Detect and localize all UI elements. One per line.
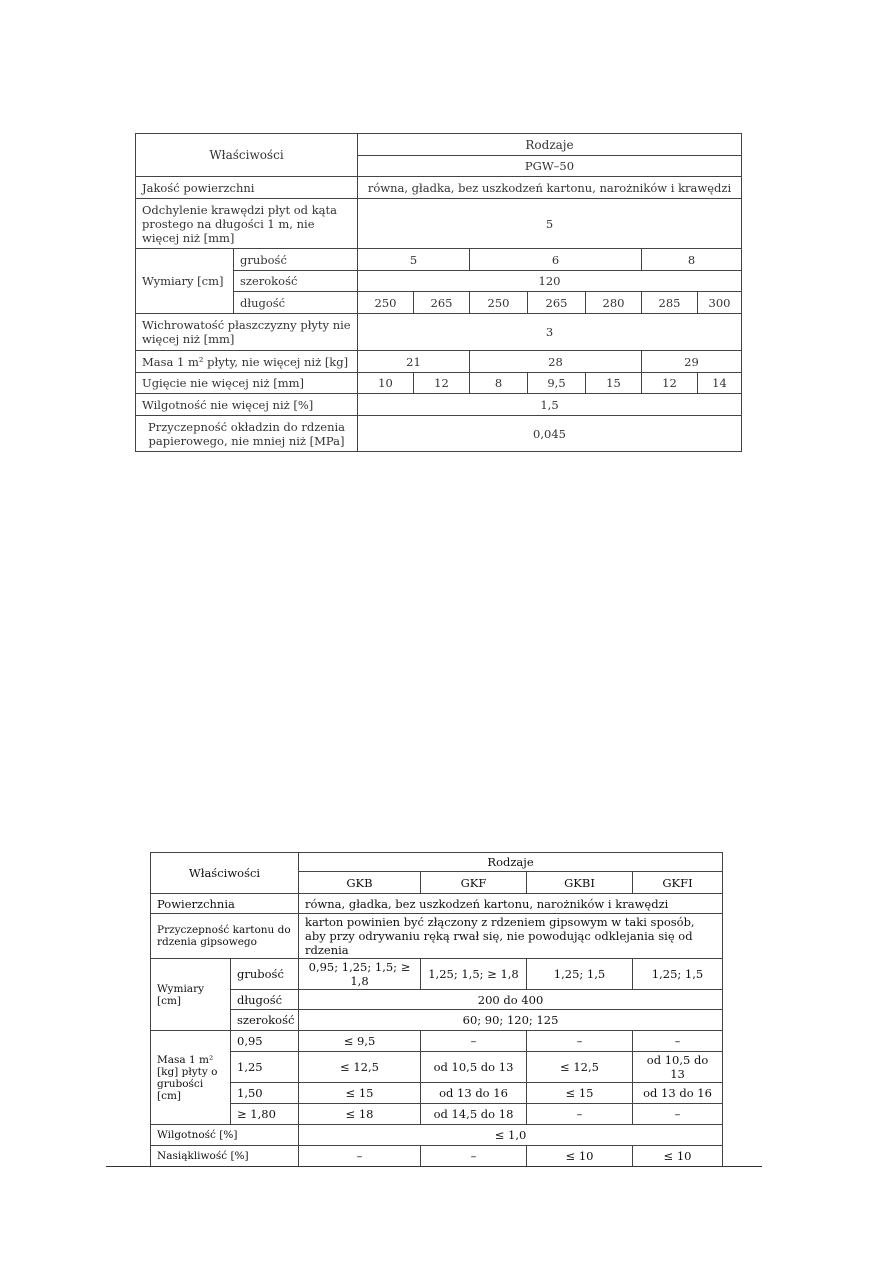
moisture-label: Wilgotność nie więcej niż [%] (136, 394, 358, 416)
mass-value: ≤ 18 (299, 1104, 421, 1125)
properties-header: Właściwości (151, 853, 299, 894)
length-value: 285 (642, 292, 698, 314)
deflection-value: 12 (642, 373, 698, 394)
deflection-value: 12 (414, 373, 470, 394)
length-value: 265 (414, 292, 470, 314)
adhesion-value: karton powinien być złączony z rdzeniem gipsowym w taki sposób, aby przy odrywaniu ręką rwał się, nie powodując odklejania się od rdzenia (299, 914, 723, 959)
thickness-label: grubość (231, 959, 299, 990)
mass-value: ≤ 9,5 (299, 1031, 421, 1052)
type-name: GKB (299, 872, 421, 894)
thickness-value: 1,25; 1,5 (527, 959, 633, 990)
deflection-label: Ugięcie nie więcej niż [mm] (136, 373, 358, 394)
absorption-value: – (299, 1146, 421, 1167)
mass-thickness: 0,95 (231, 1031, 299, 1052)
length-value: 250 (470, 292, 528, 314)
thickness-value: 1,25; 1,5; ≥ 1,8 (421, 959, 527, 990)
deflection-value: 10 (358, 373, 414, 394)
type-name: GKF (421, 872, 527, 894)
mass-label: Masa 1 m² płyty, nie więcej niż [kg] (136, 351, 358, 373)
edge-deviation-label: Odchylenie krawędzi płyt od kąta prostego na długości 1 m, nie więcej niż [mm] (136, 199, 358, 249)
warp-label: Wichrowatość płaszczyzny płyty nie więcej niż [mm] (136, 314, 358, 351)
mass-value: 21 (358, 351, 470, 373)
mass-value: – (527, 1031, 633, 1052)
length-value: 250 (358, 292, 414, 314)
length-value: 200 do 400 (299, 990, 723, 1010)
pgw-properties-table (135, 133, 742, 452)
types-header: Rodzaje (299, 853, 723, 872)
footer-divider (106, 1166, 762, 1167)
thickness-value: 1,25; 1,5 (633, 959, 723, 990)
length-value: 300 (698, 292, 742, 314)
thickness-value: 6 (470, 249, 642, 271)
edge-deviation-value: 5 (358, 199, 742, 249)
thickness-label: grubość (234, 249, 358, 271)
surface-label: Powierzchnia (151, 894, 299, 914)
mass-value: ≤ 15 (299, 1083, 421, 1104)
surface-quality-label: Jakość powierzchni (136, 177, 358, 199)
adhesion-label: Przyczepność okładzin do rdzenia papierowego, nie mniej niż [MPa] (136, 416, 358, 452)
surface-value: równa, gładka, bez uszkodzeń kartonu, narożników i krawędzi (299, 894, 723, 914)
type-name: GKBI (527, 872, 633, 894)
thickness-value: 8 (642, 249, 742, 271)
width-label: szerokość (234, 271, 358, 292)
mass-label: Masa 1 m² [kg] płyty o grubości [cm] (151, 1031, 231, 1125)
thickness-value: 0,95; 1,25; 1,5; ≥ 1,8 (299, 959, 421, 990)
adhesion-value: 0,045 (358, 416, 742, 452)
types-header: Rodzaje (358, 134, 742, 156)
adhesion-label: Przyczepność kartonu do rdzenia gipsowego (151, 914, 299, 959)
type-name: PGW–50 (358, 156, 742, 177)
dimensions-label: Wymiary [cm] (151, 959, 231, 1031)
moisture-value: ≤ 1,0 (299, 1125, 723, 1146)
deflection-value: 8 (470, 373, 528, 394)
mass-thickness: 1,50 (231, 1083, 299, 1104)
absorption-label: Nasiąkliwość [%] (151, 1146, 299, 1167)
thickness-value: 5 (358, 249, 470, 271)
mass-value: ≤ 15 (527, 1083, 633, 1104)
mass-value: – (527, 1104, 633, 1125)
warp-value: 3 (358, 314, 742, 351)
dimensions-label: Wymiary [cm] (136, 249, 234, 314)
mass-value: – (633, 1031, 723, 1052)
moisture-value: 1,5 (358, 394, 742, 416)
length-label: długość (234, 292, 358, 314)
properties-header: Właściwości (136, 134, 358, 177)
type-name: GKFI (633, 872, 723, 894)
gypsum-board-properties-table (150, 852, 723, 1167)
mass-value: ≤ 12,5 (299, 1052, 421, 1083)
surface-quality-value: równa, gładka, bez uszkodzeń kartonu, narożników i krawędzi (358, 177, 742, 199)
mass-thickness: ≥ 1,80 (231, 1104, 299, 1125)
mass-value: od 10,5 do 13 (421, 1052, 527, 1083)
moisture-label: Wilgotność [%] (151, 1125, 299, 1146)
deflection-value: 9,5 (528, 373, 586, 394)
mass-value: 29 (642, 351, 742, 373)
absorption-value: – (421, 1146, 527, 1167)
mass-value: – (421, 1031, 527, 1052)
width-value: 60; 90; 120; 125 (299, 1010, 723, 1031)
width-value: 120 (358, 271, 742, 292)
mass-value: od 10,5 do 13 (633, 1052, 723, 1083)
absorption-value: ≤ 10 (633, 1146, 723, 1167)
length-value: 280 (586, 292, 642, 314)
mass-value: 28 (470, 351, 642, 373)
mass-value: od 14,5 do 18 (421, 1104, 527, 1125)
width-label: szerokość (231, 1010, 299, 1031)
mass-value: – (633, 1104, 723, 1125)
mass-thickness: 1,25 (231, 1052, 299, 1083)
deflection-value: 14 (698, 373, 742, 394)
absorption-value: ≤ 10 (527, 1146, 633, 1167)
length-value: 265 (528, 292, 586, 314)
mass-value: ≤ 12,5 (527, 1052, 633, 1083)
mass-value: od 13 do 16 (633, 1083, 723, 1104)
mass-value: od 13 do 16 (421, 1083, 527, 1104)
deflection-value: 15 (586, 373, 642, 394)
length-label: długość (231, 990, 299, 1010)
